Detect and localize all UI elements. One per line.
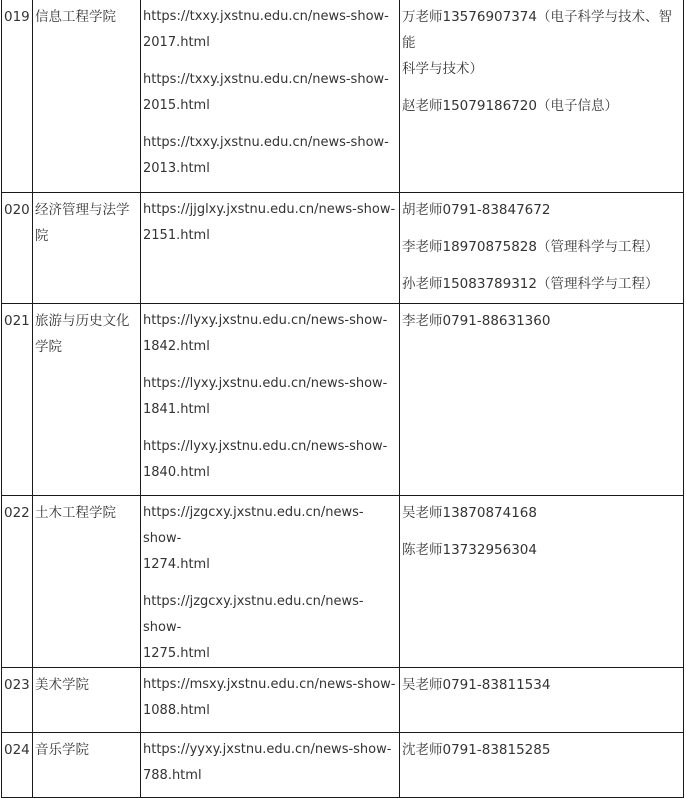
url-cell xyxy=(141,0,400,193)
row-number: 021 xyxy=(2,304,33,496)
table-row xyxy=(2,0,684,193)
url-cell xyxy=(141,668,400,733)
college-name: 音乐学院 xyxy=(33,733,141,798)
college-contact-table xyxy=(1,0,684,798)
college-name: 信息工程学院 xyxy=(33,0,141,193)
college-name: 美术学院 xyxy=(33,668,141,733)
college-name: 经济管理与法学 院 xyxy=(33,193,141,304)
url-link[interactable]: https://txxy.jxstnu.edu.cn/news-show- 2015.html xyxy=(143,72,389,113)
contact-cell xyxy=(400,304,684,496)
contact-cell xyxy=(400,193,684,304)
contact-entry: 陈老师13732956304 xyxy=(402,542,537,558)
contact-entry: 李老师18970875828（管理科学与工程） xyxy=(402,239,659,255)
url-link[interactable]: https://lyxy.jxstnu.edu.cn/news-show- 1840.html xyxy=(143,439,388,480)
row-number: 019 xyxy=(2,0,33,193)
url-link[interactable]: https://msxy.jxstnu.edu.cn/news-show- 1088.html xyxy=(143,677,396,718)
contact-cell xyxy=(400,733,684,798)
contact-entry: 孙老师15083789312（管理科学与工程） xyxy=(402,276,659,292)
contact-cell xyxy=(400,496,684,668)
contact-entry: 吴老师0791-83811534 xyxy=(402,677,551,693)
url-cell xyxy=(141,496,400,668)
table-row xyxy=(2,304,684,496)
url-link[interactable]: https://txxy.jxstnu.edu.cn/news-show- 2017.html xyxy=(143,9,389,50)
url-link[interactable]: https://jjglxy.jxstnu.edu.cn/news-show- 2151.html xyxy=(143,202,396,243)
row-number: 023 xyxy=(2,668,33,733)
row-number: 022 xyxy=(2,496,33,668)
url-cell xyxy=(141,304,400,496)
contact-entry: 沈老师0791-83815285 xyxy=(402,742,551,758)
college-name: 旅游与历史文化 学院 xyxy=(33,304,141,496)
contact-entry: 李老师0791-88631360 xyxy=(402,313,551,329)
table-row xyxy=(2,668,684,733)
contact-cell xyxy=(400,0,684,193)
url-cell xyxy=(141,193,400,304)
contact-cell xyxy=(400,668,684,733)
contact-entry: 吴老师13870874168 xyxy=(402,505,537,521)
row-number: 024 xyxy=(2,733,33,798)
url-link[interactable]: https://yyxy.jxstnu.edu.cn/news-show- 788.html xyxy=(143,742,392,783)
contact-entry: 赵老师15079186720（电子信息） xyxy=(402,98,618,114)
contact-entry: 胡老师0791-83847672 xyxy=(402,202,551,218)
table-row xyxy=(2,193,684,304)
url-link[interactable]: https://lyxy.jxstnu.edu.cn/news-show- 1842.html xyxy=(143,313,388,354)
url-link[interactable]: https://lyxy.jxstnu.edu.cn/news-show- 1841.html xyxy=(143,376,388,417)
url-link[interactable]: https://jzgcxy.jxstnu.edu.cn/news-show- 1275.html xyxy=(143,594,364,661)
contact-entry: 万老师13576907374（电子科学与技术、智能 科学与技术） xyxy=(402,9,672,77)
table-row xyxy=(2,733,684,798)
url-link[interactable]: https://txxy.jxstnu.edu.cn/news-show- 2013.html xyxy=(143,135,389,176)
url-link[interactable]: https://jzgcxy.jxstnu.edu.cn/news-show- 1274.html xyxy=(143,505,364,572)
url-cell xyxy=(141,733,400,798)
row-number: 020 xyxy=(2,193,33,304)
college-name: 土木工程学院 xyxy=(33,496,141,668)
table-row xyxy=(2,496,684,668)
